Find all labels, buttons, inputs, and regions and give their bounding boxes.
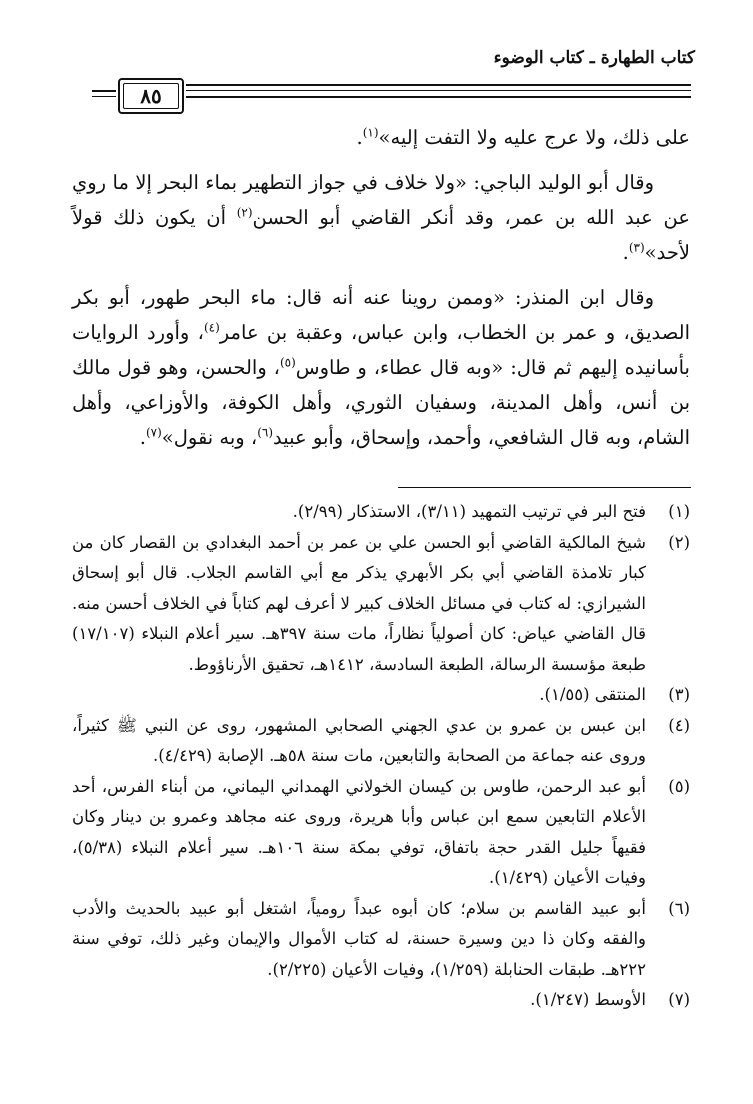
footnote-ref[interactable]: (٣): [628, 240, 645, 255]
footnote-number: (٣): [668, 685, 690, 704]
footnote-number: (٤): [668, 715, 690, 735]
running-title: كتاب الطهارة ـ كتاب الوضوء: [493, 48, 695, 68]
footnote-ref[interactable]: (٦): [257, 425, 274, 440]
footnote-text: أبو عبد الرحمن، طاوس بن كيسان الخولاني الهمداني اليماني، من أبناء الفرس، أحد الأعلام التابعين سمع ابن عباس وأبا هريرة، وروى عنه مجاهد وعمرو بن دينار وكان فقيهاً جليل القدر حجة باتفاق، توفي بمكة سنة ١٠٦هـ. سير أعلام النبلاء (٥/٣٨)، وفيات الأعيان (١/٤٢٩).: [72, 776, 646, 887]
footnote-text: ابن عبس بن عمرو بن عدي الجهني الصحابي المشهور، روى عن النبي ﷺ كثيراً، وروى عنه جماعة من الصحابة والتابعين، مات سنة ٥٨هـ. الإصابة (٤/٤٢٩).: [72, 715, 646, 765]
footnote-text: فتح البر في ترتيب التمهيد (٣/١١)، الاستذكار (٢/٩٩).: [292, 502, 646, 521]
paragraph-3-text-d: ، وبه نقول»: [161, 426, 258, 449]
footnote-ref[interactable]: (٢): [236, 205, 253, 220]
page-number: ٨٥: [118, 78, 184, 114]
paragraph-1-end: .: [356, 126, 363, 149]
header-rule-top: [186, 84, 691, 86]
footnote-number: (٧): [668, 990, 690, 1009]
footnote-7: [72, 985, 690, 1016]
paragraph-3-end: .: [139, 426, 146, 449]
footnote-text: أبو عبيد القاسم بن سلام؛ كان أبوه عبداً رومياً، اشتغل أبو عبيد بالحديث والأدب والفقه وكان ذا دين وسيرة حسنة، له كتاب الأموال والإيمان وغير ذلك، توفي سنة ٢٢٢هـ. طبقات الحنابلة (١/٢٥٩)، وفيات الأعيان (٢/٢٢٥).: [72, 898, 646, 979]
header-rule-left-bottom: [92, 96, 116, 97]
footnote-number: (١): [668, 502, 690, 521]
paragraph-3: [72, 280, 690, 455]
footnote-3: [72, 680, 690, 711]
paragraph-1: [72, 120, 690, 155]
footnote-text: الأوسط (١/٢٤٧).: [530, 990, 646, 1009]
footnote-5: [72, 772, 690, 894]
footnote-ref[interactable]: (١): [362, 125, 379, 140]
footnote-text: المنتقى (١/٥٥).: [539, 685, 646, 704]
footnote-number: (٢): [668, 532, 690, 552]
footnote-4: [72, 711, 690, 772]
paragraph-3-text-b: ، وأورد الروايات بأسانيده إليهم ثم قال: «وبه قال عطاء، و طاوس: [72, 321, 690, 379]
paragraph-1-text: على ذلك، ولا عرج عليه ولا التفت إليه»: [378, 126, 690, 149]
header-rule-middle: [186, 90, 691, 91]
paragraph-2-text-a: وقال أبو الوليد الباجي: «ولا خلاف في جواز التطهير بماء البحر إلا ما روي عن عبد الله بن عمر، وقد أنكر القاضي أبو الحسن: [72, 171, 690, 229]
footnote-6: [72, 894, 690, 986]
header-rule-left-top: [92, 90, 116, 92]
footnote-text: شيخ المالكية القاضي أبو الحسن علي بن عمر بن أحمد البغدادي بن القصار كان من كبار تلامذة القاضي أبي بكر الأبهري يذكر مع أبي القاسم الجلاب. قال أبو إسحاق الشيرازي: له كتاب في مسائل الخلاف كبير لا أعرف لهم كتاباً في الخلاف أحسن منه. قال القاضي عياض: كان أصولياً نظاراً، مات سنة ٣٩٧هـ. سير أعلام النبلاء (١٧/١٠٧) طبعة مؤسسة الرسالة، الطبعة السادسة، ١٤١٢هـ، تحقيق الأرناؤوط.: [72, 532, 646, 674]
footnote-separator: [398, 487, 691, 488]
paragraph-2-text-b: أن يكون ذلك قولاً لأحد»: [72, 206, 690, 264]
footnotes: [72, 497, 690, 1016]
footnote-ref[interactable]: (٥): [279, 355, 296, 370]
paragraph-2-end: .: [622, 241, 629, 264]
footnote-ref[interactable]: (٧): [145, 425, 162, 440]
paragraph-3-text-a: وقال ابن المنذر: «وممن روينا عنه أنه قال: ماء البحر طهور، أبو بكر الصديق، و عمر بن الخطاب، وابن عباس، وعقبة بن عامر: [72, 286, 690, 344]
header-rule-bottom: [186, 96, 691, 98]
paragraph-3-text-c: ، والحسن، وهو قول مالك بن أنس، وأهل المدينة، وسفيان الثوري، وأهل الكوفة، والأوزاعي، وأهل الشام، وبه قال الشافعي، وأحمد، وإسحاق، وأبو عبيد: [72, 356, 690, 449]
footnote-1: [72, 497, 690, 528]
main-text: [72, 120, 690, 455]
footnote-number: (٥): [668, 776, 690, 796]
footnote-ref[interactable]: (٤): [203, 320, 220, 335]
paragraph-2: [72, 165, 690, 270]
footnote-number: (٦): [668, 898, 690, 918]
footnote-2: [72, 528, 690, 681]
